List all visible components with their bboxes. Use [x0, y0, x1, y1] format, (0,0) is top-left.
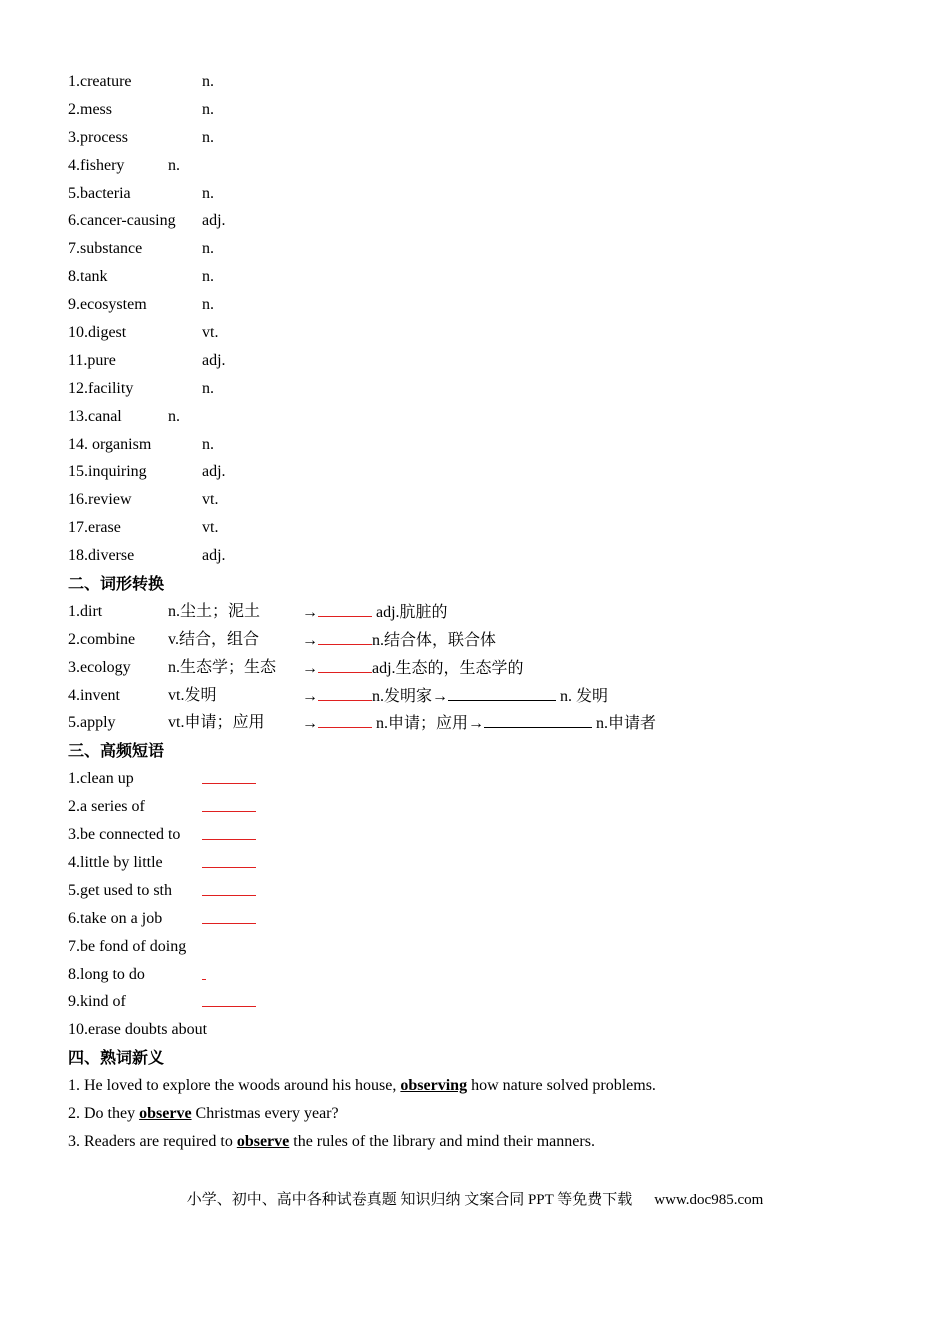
answer-blank	[318, 598, 372, 617]
word-form-answer	[302, 626, 496, 655]
vocab-row	[68, 375, 898, 403]
sentence-after: how nature solved problems.	[467, 1077, 656, 1095]
phrase-row	[68, 1016, 898, 1044]
answer-blank	[202, 905, 256, 924]
answer-blank	[202, 877, 256, 896]
part-of-speech: n.	[202, 379, 214, 397]
phrase-text: 3.be connected to	[68, 826, 181, 844]
answer-blank	[318, 626, 372, 645]
vocab-word: 5.bacteria	[68, 184, 131, 202]
section-2-title: 二、词形转换	[68, 574, 165, 594]
phrase-row	[68, 793, 898, 821]
answer-blank	[202, 849, 256, 868]
phrase-text: 6.take on a job	[68, 909, 163, 927]
arrow-icon: →	[302, 687, 318, 705]
vocab-word: 12.facility	[68, 379, 134, 397]
word-form-target: n.发明家→	[372, 687, 449, 705]
vocabulary-list	[68, 68, 898, 570]
word-form-row	[68, 654, 898, 682]
phrase-row	[68, 765, 898, 793]
phrase-row	[68, 905, 898, 933]
answer-blank	[202, 821, 256, 840]
phrase-row	[68, 933, 898, 961]
word-form-word: 3.ecology	[68, 658, 131, 676]
arrow-icon: →	[302, 631, 318, 649]
part-of-speech: vt.	[202, 491, 219, 509]
sentence-row	[68, 1100, 898, 1128]
word-form-word: 4.invent	[68, 686, 120, 704]
phrase-text: 1.clean up	[68, 770, 134, 788]
section-3-title: 三、高频短语	[68, 741, 165, 761]
vocab-row	[68, 486, 898, 514]
vocab-word: 14. organism	[68, 435, 152, 453]
word-form-answer	[302, 709, 656, 738]
vocab-word: 9.ecosystem	[68, 296, 147, 314]
answer-blank	[318, 654, 372, 673]
key-word: observe	[236, 1132, 290, 1150]
vocab-row	[68, 458, 898, 486]
vocab-row	[68, 347, 898, 375]
vocab-row	[68, 263, 898, 291]
word-form-row	[68, 682, 898, 710]
phrase-row	[68, 988, 898, 1016]
answer-blank	[202, 961, 206, 980]
sentence-before: 2. Do they	[68, 1104, 140, 1122]
section-4-title: 四、熟词新义	[68, 1048, 165, 1068]
vocab-row	[68, 319, 898, 347]
vocab-row	[68, 514, 898, 542]
answer-blank-2	[484, 709, 592, 728]
vocab-word: 17.erase	[68, 519, 121, 537]
word-form-answer	[302, 598, 448, 627]
word-form-meaning: vt.发明	[168, 686, 217, 704]
word-form-answer	[302, 654, 524, 683]
part-of-speech: n.	[202, 100, 214, 118]
sentence-after: the rules of the library and mind their manners.	[289, 1132, 595, 1150]
word-form-meaning: v.结合，组合	[168, 630, 259, 648]
word-form-row	[68, 709, 898, 737]
part-of-speech: n.	[168, 156, 180, 174]
vocab-word: 2.mess	[68, 100, 112, 118]
vocab-word: 6.cancer-causing	[68, 212, 176, 230]
phrase-text: 7.be fond of doing	[68, 937, 187, 955]
word-form-row	[68, 626, 898, 654]
page-footer	[0, 1188, 950, 1212]
word-form-word: 1.dirt	[68, 602, 103, 620]
arrow-icon: →	[302, 659, 318, 677]
arrow-icon: →	[302, 715, 318, 733]
phrase-text: 5.get used to sth	[68, 881, 172, 899]
sentence-after: Christmas every year?	[191, 1104, 339, 1122]
vocab-row	[68, 431, 898, 459]
phrase-row	[68, 821, 898, 849]
phrase-text: 2.a series of	[68, 798, 145, 816]
vocab-word: 8.tank	[68, 268, 108, 286]
part-of-speech: vt.	[202, 519, 219, 537]
sentence-before: 1. He loved to explore the woods around his house,	[68, 1077, 401, 1095]
word-form-target: adj.生态的，生态学的	[372, 659, 524, 677]
word-form-target-2: n.申请者	[596, 715, 657, 733]
part-of-speech: adj.	[202, 351, 226, 369]
phrase-list	[68, 765, 898, 1044]
answer-blank	[318, 682, 372, 701]
vocab-word: 18.diverse	[68, 547, 135, 565]
answer-blank	[202, 765, 256, 784]
vocab-word: 1.creature	[68, 73, 132, 90]
answer-blank-2	[448, 682, 556, 701]
vocab-word: 16.review	[68, 491, 132, 509]
vocab-word: 15.inquiring	[68, 463, 147, 481]
vocab-row	[68, 180, 898, 208]
part-of-speech: n.	[168, 407, 180, 425]
word-form-meaning: vt.申请；应用	[168, 714, 265, 732]
part-of-speech: n.	[202, 435, 214, 453]
phrase-text: 4.little by little	[68, 853, 163, 871]
word-form-target-2: n. 发明	[560, 687, 609, 705]
part-of-speech: n.	[202, 240, 214, 258]
phrase-row	[68, 961, 898, 989]
word-form-list	[68, 598, 898, 737]
word-form-meaning: n.尘土；泥土	[168, 602, 261, 620]
worksheet	[68, 68, 898, 1156]
vocab-row	[68, 68, 898, 96]
answer-blank	[202, 988, 256, 1007]
word-form-target: n.申请；应用→	[372, 715, 485, 733]
word-form-target: adj.肮脏的	[372, 603, 448, 621]
phrase-text: 8.long to do	[68, 965, 145, 983]
vocab-word: 4.fishery	[68, 156, 125, 174]
vocab-row	[68, 96, 898, 124]
word-form-word: 2.combine	[68, 630, 136, 648]
part-of-speech: vt.	[202, 324, 219, 342]
key-word: observing	[400, 1077, 468, 1095]
vocab-row	[68, 152, 898, 180]
sentence-row	[68, 1128, 898, 1156]
sentence-row	[68, 1072, 898, 1100]
sentence-before: 3. Readers are required to	[68, 1132, 237, 1150]
footer-text: 小学、初中、高中各种试卷真题 知识归纳 文案合同 PPT 等免费下载	[186, 1192, 633, 1208]
word-form-row	[68, 598, 898, 626]
sentence-list	[68, 1072, 898, 1156]
part-of-speech: n.	[202, 128, 214, 146]
word-form-word: 5.apply	[68, 714, 116, 732]
answer-blank	[202, 793, 256, 812]
vocab-word: 3.process	[68, 128, 128, 146]
word-form-meaning: n.生态学；生态	[168, 658, 277, 676]
vocab-row	[68, 542, 898, 570]
vocab-word: 11.pure	[68, 351, 116, 369]
part-of-speech: adj.	[202, 463, 226, 481]
part-of-speech: n.	[202, 268, 214, 286]
answer-blank	[318, 709, 372, 728]
part-of-speech: n.	[202, 184, 214, 202]
phrase-text: 9.kind of	[68, 993, 126, 1011]
vocab-row	[68, 207, 898, 235]
vocab-row	[68, 291, 898, 319]
vocab-word: 10.digest	[68, 324, 127, 342]
word-form-target: n.结合体，联合体	[372, 631, 497, 649]
vocab-row	[68, 235, 898, 263]
phrase-row	[68, 849, 898, 877]
vocab-word: 7.substance	[68, 240, 143, 258]
footer-site: www.doc985.com	[654, 1192, 764, 1208]
phrase-text: 10.erase doubts about	[68, 1021, 208, 1039]
phrase-row	[68, 877, 898, 905]
part-of-speech: n.	[202, 73, 214, 90]
vocab-word: 13.canal	[68, 407, 122, 425]
part-of-speech: adj.	[202, 212, 226, 230]
vocab-row	[68, 124, 898, 152]
key-word: observe	[139, 1104, 192, 1122]
vocab-row	[68, 403, 898, 431]
part-of-speech: adj.	[202, 547, 226, 565]
arrow-icon: →	[302, 603, 318, 621]
part-of-speech: n.	[202, 296, 214, 314]
word-form-answer	[302, 682, 608, 711]
